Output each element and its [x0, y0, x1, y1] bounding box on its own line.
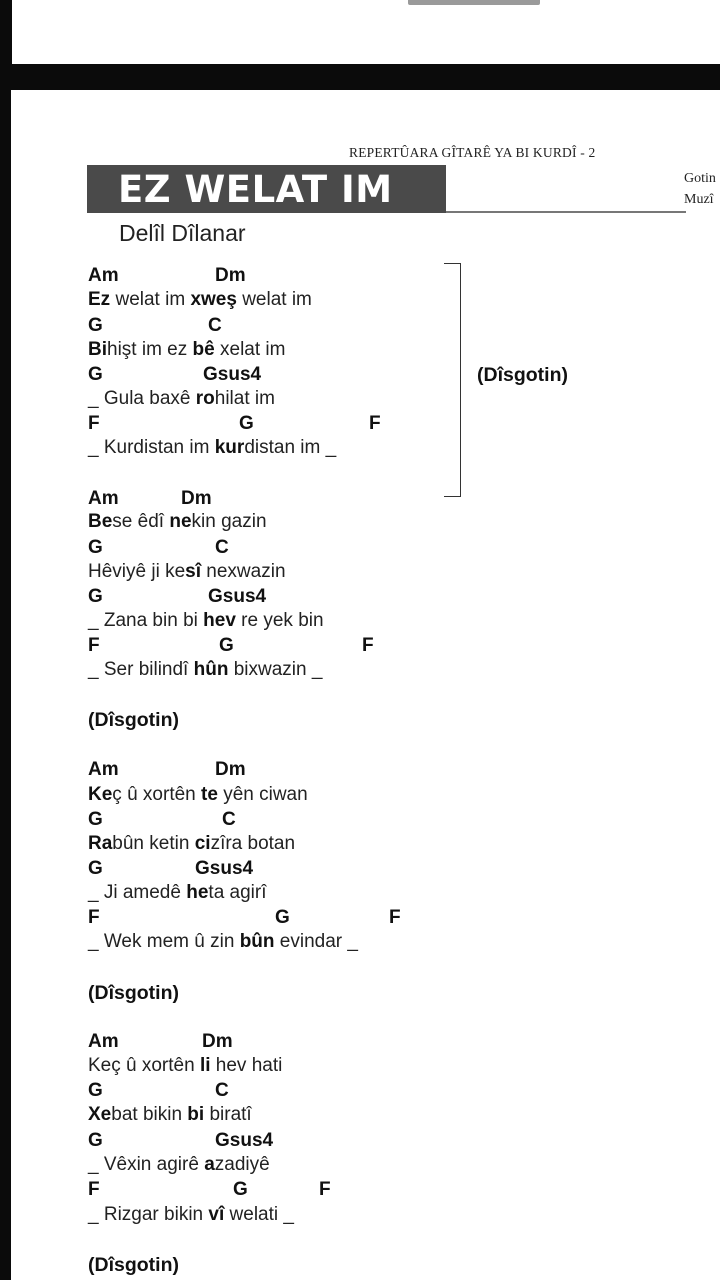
credit-lyrics: Gotin: [684, 171, 716, 186]
chord: G: [88, 1080, 103, 1101]
lyric-line: Ez welat im xweş welat im: [88, 289, 312, 310]
chord: C: [208, 315, 222, 336]
cropped-url-text: [408, 0, 540, 5]
chord: G: [233, 1179, 248, 1200]
lyric-line: _ Ser bilindî hûn bixwazin _: [88, 659, 323, 680]
chord: F: [389, 907, 401, 928]
chord: F: [319, 1179, 331, 1200]
lyric-line: Rabûn ketin cizîra botan: [88, 833, 296, 854]
chord: F: [88, 635, 100, 656]
chord: G: [88, 809, 103, 830]
lyric-bold: Ke: [88, 784, 113, 805]
lyric-line: _ Vêxin agirê azadiyê: [88, 1154, 270, 1175]
chord: Gsus4: [203, 364, 262, 385]
top-left-edge: [0, 0, 12, 64]
lyric-bold: ne: [169, 511, 192, 532]
chord: Dm: [215, 265, 246, 286]
lyric-bold: sî: [185, 561, 202, 582]
lyric-line: _ Ji amedê heta agirî: [88, 882, 267, 903]
lyric-bold: ci: [194, 833, 211, 854]
lyric-line: _ Gula baxê rohilat im: [88, 388, 275, 409]
chord: Am: [88, 759, 119, 780]
lyric-bold: ro: [195, 388, 215, 409]
repeat-label: (Dîsgotin): [88, 1254, 179, 1276]
lyric-bold: te: [201, 784, 218, 805]
chord: G: [88, 315, 103, 336]
lyric-bold: Ez: [88, 289, 111, 310]
lyric-bold: hev: [203, 610, 236, 631]
chord: G: [88, 586, 103, 607]
lyric-bold: Ra: [88, 833, 113, 854]
chord: F: [88, 413, 100, 434]
title-underline: [446, 211, 686, 213]
credit-music: Muzî: [684, 192, 714, 207]
chord: Am: [88, 1031, 119, 1052]
chord: Am: [88, 488, 119, 509]
lyric-line: Bihişt im ez bê xelat im: [88, 339, 286, 360]
chord: Gsus4: [195, 858, 254, 879]
repeat-label: (Dîsgotin): [88, 709, 179, 731]
lyric-bold: he: [186, 882, 209, 903]
lyric-bold: bûn: [239, 931, 275, 952]
lyric-line: Keç û xortên li hev hati: [88, 1055, 283, 1076]
lyric-line: Hêviyê ji kesî nexwazin: [88, 561, 286, 582]
chord: G: [219, 635, 234, 656]
chord: C: [222, 809, 236, 830]
chord: G: [239, 413, 254, 434]
chord: Gsus4: [215, 1130, 274, 1151]
repeat-label: (Dîsgotin): [477, 364, 568, 386]
chord: G: [88, 364, 103, 385]
chord: G: [88, 537, 103, 558]
chord: Dm: [215, 759, 246, 780]
chord: Gsus4: [208, 586, 267, 607]
lyric-line: Bese êdî nekin gazin: [88, 511, 267, 532]
top-page-strip: [0, 0, 720, 64]
chord: F: [369, 413, 381, 434]
chord: G: [275, 907, 290, 928]
lyric-bold: Xe: [88, 1104, 112, 1125]
chord: Dm: [202, 1031, 233, 1052]
chord: C: [215, 537, 229, 558]
lyric-bold: vî: [208, 1204, 225, 1225]
lyric-bold: kur: [214, 437, 245, 458]
lyric-bold: a: [204, 1154, 215, 1175]
left-edge-band: [0, 64, 11, 1280]
chord: F: [362, 635, 374, 656]
lyric-bold: bê: [192, 339, 215, 360]
lyric-line: Keç û xortên te yên ciwan: [88, 784, 308, 805]
page-separator-band: [0, 64, 720, 90]
lyric-bold: xweş: [190, 289, 237, 310]
lyric-bold: hûn: [193, 659, 229, 680]
lyric-line: _ Kurdistan im kurdistan im _: [88, 437, 337, 458]
chord: Dm: [181, 488, 212, 509]
lyric-bold: li: [199, 1055, 211, 1076]
lyric-bold: Be: [88, 511, 113, 532]
chord: F: [88, 907, 100, 928]
chord: F: [88, 1179, 100, 1200]
lyric-line: Xebat bikin bi biratî: [88, 1104, 252, 1125]
lyric-bold: Bi: [88, 339, 107, 360]
artist-name: Delîl Dîlanar: [119, 220, 246, 246]
song-title: EZ WELAT IM: [118, 168, 393, 211]
repeat-label: (Dîsgotin): [88, 982, 179, 1004]
chord: Am: [88, 265, 119, 286]
lyric-line: _ Rizgar bikin vî welati _: [88, 1204, 294, 1225]
chorus-bracket: [444, 263, 461, 497]
chord: C: [215, 1080, 229, 1101]
lyric-line: _ Wek mem û zin bûn evindar _: [88, 931, 358, 952]
series-header: REPERTÛARA GÎTARÊ YA BI KURDÎ - 2: [349, 145, 596, 160]
chord: G: [88, 1130, 103, 1151]
lyric-line: _ Zana bin bi hev re yek bin: [88, 610, 324, 631]
lyric-bold: bi: [187, 1104, 205, 1125]
chord: G: [88, 858, 103, 879]
